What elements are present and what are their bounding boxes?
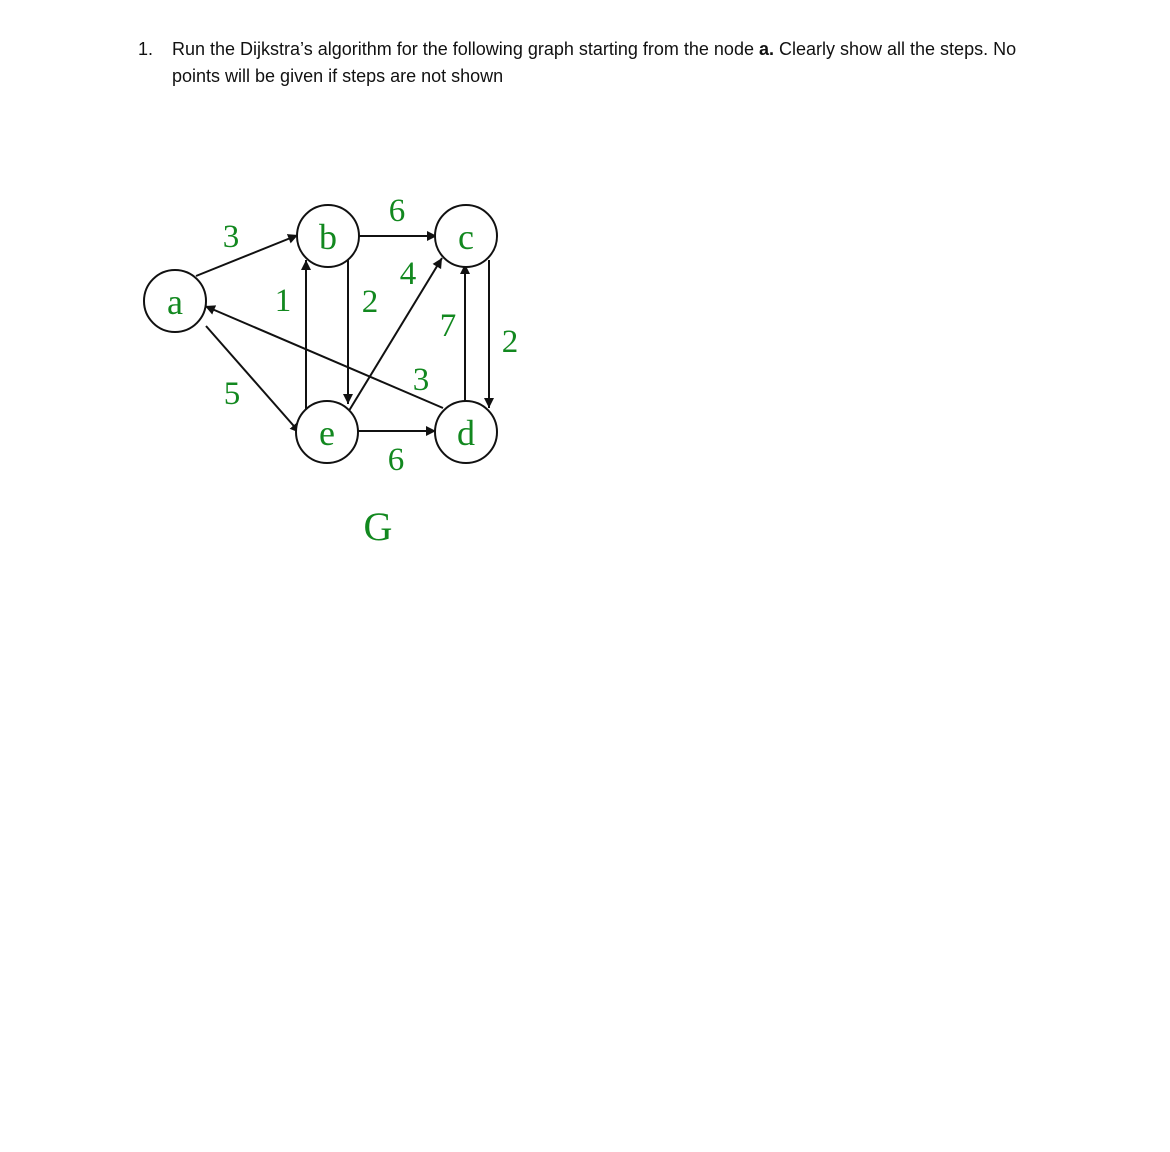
weight-a-e: 5 <box>223 376 241 412</box>
edge-d-a <box>205 306 443 408</box>
weight-e-c: 4 <box>399 256 417 292</box>
node-e <box>296 401 358 463</box>
graph-caption: G <box>363 504 393 549</box>
weight-d-c: 7 <box>439 308 457 344</box>
node-c-label: c <box>458 217 474 257</box>
node-d <box>435 401 497 463</box>
weight-e-b: 1 <box>274 283 292 319</box>
node-b <box>297 205 359 267</box>
weight-d-a: 3 <box>412 362 430 398</box>
node-a-label: a <box>167 282 183 322</box>
node-a <box>144 270 206 332</box>
question-text-before: Run the Dijkstra’s algorithm for the following graph starting from the node <box>172 39 759 59</box>
weight-b-e: 2 <box>361 284 379 320</box>
weight-c-d: 2 <box>501 324 519 360</box>
question-number: 1. <box>138 39 154 59</box>
question-text-after: Clearly show all the steps. No points will be given if steps are not shown <box>172 39 1017 86</box>
edge-a-e <box>206 326 300 433</box>
node-d-label: d <box>457 413 475 453</box>
node-c <box>435 205 497 267</box>
question-start-node: a. <box>758 39 774 59</box>
node-e-label: e <box>319 413 335 453</box>
node-b-label: b <box>319 217 337 257</box>
weight-e-d: 6 <box>387 442 405 478</box>
weight-a-b: 3 <box>222 219 240 255</box>
weight-b-c: 6 <box>388 193 406 229</box>
edge-a-b <box>196 235 298 276</box>
